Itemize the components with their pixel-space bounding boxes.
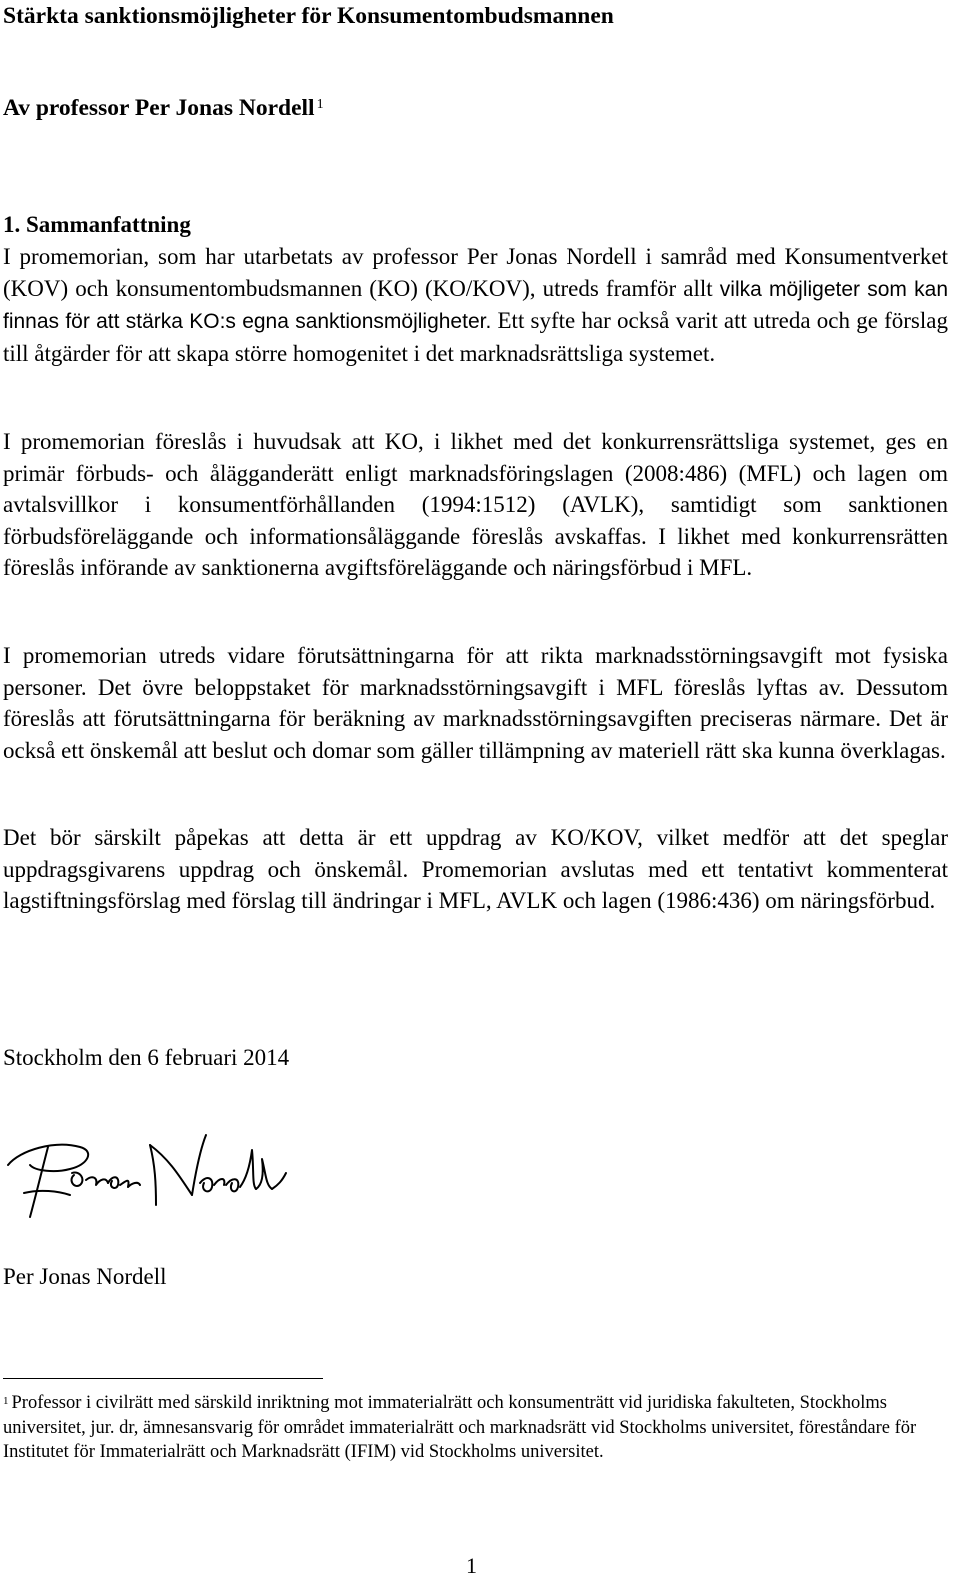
author-line bbox=[3, 94, 324, 122]
footnote-number: 1 bbox=[3, 1395, 9, 1407]
paragraph-2: I promemorian föreslås i huvudsak att KO, i likhet med det konkurrensrättsliga systemet, ges en primär förbuds- och ålägganderätt enligt marknadsföringslagen (2008:486) (MFL) och lagen om avtalsvillkor i konsumentförhållanden (1994:1512) (AVLK), samtidigt som sanktionen förbudsföreläggande och informationsåläggande föreslås avskaffas. I likhet med konkurrensrätten föreslås införande av sanktionerna avgiftsföreläggande och näringsförbud i MFL. bbox=[3, 429, 948, 580]
summary-section bbox=[3, 209, 948, 241]
page-number: 1 bbox=[466, 1553, 477, 1578]
signer-name: Per Jonas Nordell bbox=[3, 1264, 167, 1289]
footnote-divider bbox=[3, 1378, 323, 1379]
footnote-text: Professor i civilrätt med särskild inriktning mot immaterialrätt och konsumenträtt vid juridiska fakulteten, Stockholms universitet, jur. dr, ämnesansvarig för området immaterialrätt och marknadsrätt vid Stockholms universitet, föreståndare för Institutet för Immaterialrätt och Marknadsrätt (IFIM) vid Stockholms universitet. bbox=[3, 1393, 917, 1462]
author-name: Av professor Per Jonas Nordell bbox=[3, 95, 315, 121]
footnote bbox=[3, 1391, 948, 1465]
document-title: Stärkta sanktionsmöjligheter för Konsumentombudsmannen bbox=[3, 3, 614, 29]
paragraph-1 bbox=[3, 241, 948, 369]
section-heading: 1. Sammanfattning bbox=[3, 212, 191, 237]
place-and-date: Stockholm den 6 februari 2014 bbox=[3, 1045, 290, 1070]
footnote-reference: 1 bbox=[316, 97, 324, 112]
paragraph-1-serif-text: I promemorian, som har utarbetats av professor Per Jonas Nordell i samråd med Konsumentverket (KOV) och konsumentombudsmannen (KO) (KO/KOV), utreds framför allt bbox=[3, 244, 948, 301]
paragraph-1-continuation: Ett syfte har också varit att utreda och ge förslag till åtgärder för att skapa större homogenitet i det marknadsrättsliga systemet. bbox=[3, 308, 948, 366]
paragraph-3: I promemorian utreds vidare förutsättningarna för att rikta marknadsstörningsavgift mot fysiska personer. Det övre beloppstaket för marknadsstörningsavgift i MFL föreslås lyftas av. Dessutom föreslås att förutsättningarna för beräkning av marknadsstörningsavgiften preciseras närmare. Det är också ett önskemål att beslut och domar som gäller tillämpning av materiell rätt ska kunna överklagas. bbox=[3, 643, 948, 763]
signature-icon bbox=[0, 1125, 300, 1230]
paragraph-4: Det bör särskilt påpekas att detta är ett uppdrag av KO/KOV, vilket medför att det speglar uppdragsgivarens uppdrag och önskemål. Promemorian avslutas med ett tentativt kommenterat lagstiftningsförslag med förslag till ändringar i MFL, AVLK och lagen (1986:436) om näringsförbud. bbox=[3, 825, 948, 913]
paragraph-1-sans-text: vilka möjligeter som kan finnas för att stärka KO:s egna sanktionsmöjligheter. bbox=[3, 277, 948, 333]
